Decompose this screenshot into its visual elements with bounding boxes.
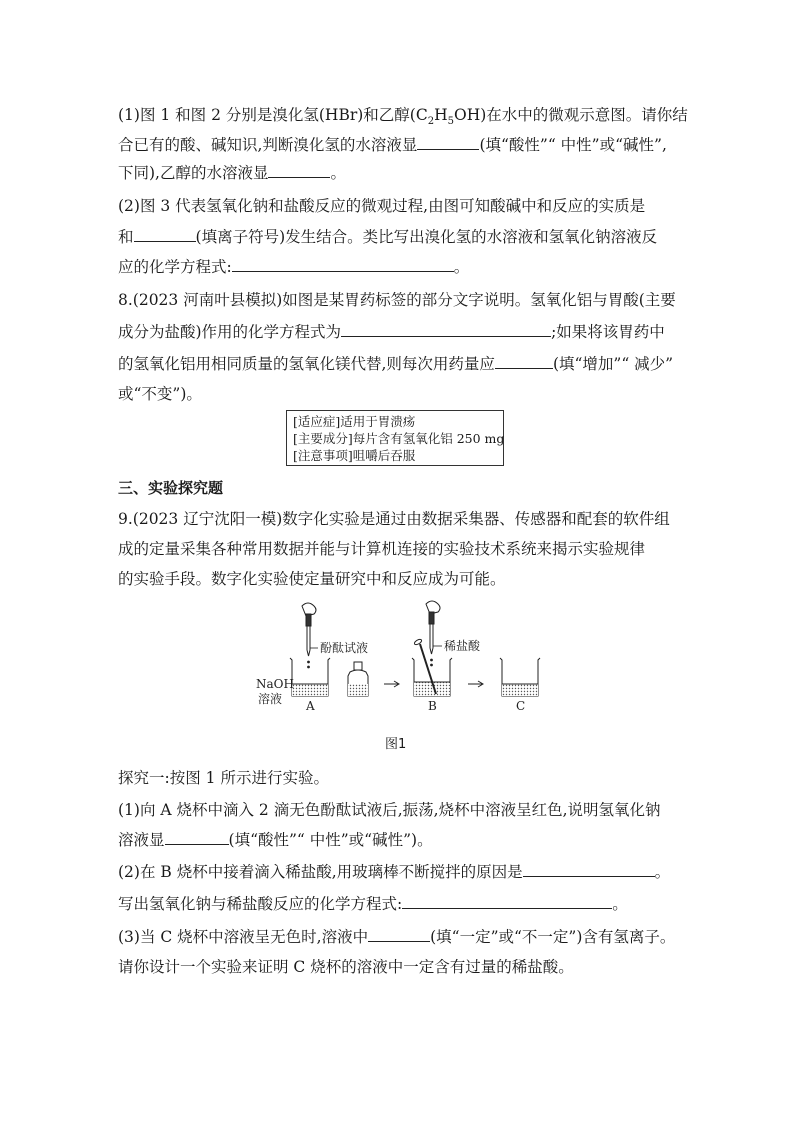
text: 。 — [453, 258, 470, 276]
experiment-figure — [250, 600, 560, 720]
answer-blank[interactable] — [368, 927, 430, 942]
text: 9.(2023 辽宁沈阳一模)数字化实验是通过由数据采集器、传感器和配套的软件组 — [118, 510, 670, 528]
q9-s3-line2 — [118, 957, 574, 977]
dropper-a — [302, 603, 316, 668]
text: 写出氢氧化钠与稀盐酸反应的化学方程式: — [118, 895, 403, 913]
answer-blank[interactable] — [134, 227, 196, 242]
text: 成分为盐酸)作用的化学方程式为 — [118, 323, 342, 341]
q9-s1-line2 — [118, 830, 433, 850]
answer-blank[interactable] — [523, 862, 655, 877]
text: (1)向 A 烧杯中滴入 2 滴无色酚酞试液后,振荡,烧杯中溶液呈红色,说明氢氧化钠 — [118, 801, 661, 819]
text: (3)当 C 烧杯中溶液呈无色时,溶液中 — [118, 928, 369, 946]
text: (填“增加”“ 减少” — [552, 355, 674, 373]
beaker-a-label: A — [306, 699, 315, 713]
q9-line2 — [118, 539, 645, 559]
naoh-solution-label: 溶液 — [258, 692, 283, 706]
figure-caption: 图1 — [385, 737, 407, 752]
text: 成的定量采集各种常用数据并能与计算机连接的实验技术系统来揭示实验规律 — [118, 540, 646, 558]
answer-blank[interactable] — [165, 830, 229, 845]
q7-part2-line3 — [118, 257, 469, 277]
text: (填“酸性”“ 中性”或“碱性”)。 — [228, 831, 433, 849]
answer-blank[interactable] — [495, 354, 553, 369]
text: (填“一定”或“不一定”)含有氢离子。 — [430, 928, 676, 946]
text: 。 — [330, 164, 346, 182]
answer-blank[interactable] — [417, 135, 479, 150]
text: (2)在 B 烧杯中接着滴入稀盐酸,用玻璃棒不断搅拌的原因是 — [118, 863, 523, 881]
label-notes: [注意事项]咀嚼后吞服 — [293, 448, 416, 463]
subscript: 2 — [427, 116, 435, 128]
text: 或“不变”)。 — [118, 385, 202, 403]
reagent-bottle — [348, 662, 368, 696]
answer-blank[interactable] — [402, 894, 612, 909]
text: 下同),乙醇的水溶液显 — [118, 164, 269, 182]
q9-explore — [118, 768, 329, 788]
answer-blank[interactable] — [268, 163, 330, 178]
text: H — [434, 106, 448, 124]
q7-part1-line2 — [118, 135, 667, 155]
text: 的氢氧化铝用相同质量的氢氧化镁代替,则每次用药量应 — [118, 355, 495, 373]
hydrochloric-acid-label: 稀盐酸 — [444, 639, 481, 653]
naoh-label: NaOH — [256, 677, 294, 691]
label-indication: [适应症]适用于胃溃疡 — [293, 414, 416, 429]
q9-line3 — [118, 569, 506, 589]
text: (1)图 1 和图 2 分别是溴化氢(HBr)和乙醇(C — [118, 106, 428, 124]
q9-s2-line1 — [118, 862, 670, 882]
q7-part2-line2 — [118, 227, 657, 247]
q7-part1-line3 — [118, 163, 346, 183]
text: (填“酸性”“ 中性”或“碱性”, — [479, 136, 667, 154]
text: 合已有的酸、碱知识,判断溴化氢的水溶液显 — [118, 136, 418, 154]
q9-s2-line2 — [118, 894, 628, 914]
medicine-label — [286, 410, 504, 466]
text: 应的化学方程式: — [118, 258, 232, 276]
text: 三、实验探究题 — [118, 479, 224, 497]
text: OH)在水中的微观示意图。请你结 — [454, 106, 688, 124]
text: 溶液显 — [118, 831, 165, 849]
text: 8.(2023 河南叶县模拟)如图是某胃药标签的部分文字说明。氢氧化铝与胃酸(主要 — [118, 291, 676, 309]
phenolphthalein-label: 酚酞试液 — [320, 641, 369, 655]
q9-s3-line1 — [118, 927, 675, 947]
text: (填离子符号)发生结合。类比写出溴化氢的水溶液和氢氧化钠溶液反 — [195, 228, 658, 246]
q8-line4 — [118, 384, 202, 404]
beaker-c — [500, 658, 540, 696]
text: ;如果将该胃药中 — [551, 323, 665, 341]
q7-part2-line1 — [118, 196, 645, 216]
text: 和 — [118, 228, 134, 246]
q8-line3 — [118, 354, 673, 374]
text: 请你设计一个实验来证明 C 烧杯的溶液中一定含有过量的稀盐酸。 — [118, 958, 574, 976]
dropper-b — [426, 601, 442, 666]
text: 探究一:按图 1 所示进行实验。 — [118, 769, 329, 787]
answer-blank[interactable] — [341, 322, 551, 337]
beaker-c-label: C — [516, 699, 526, 713]
q7-part1-line1 — [118, 105, 688, 132]
label-ingredient: [主要成分]每片含有氢氧化铝 250 mg — [293, 431, 505, 446]
q8-line1 — [118, 290, 676, 310]
q9-s1-line1 — [118, 800, 661, 820]
subscript: 5 — [447, 116, 454, 128]
text: (2)图 3 代表氢氧化钠和盐酸反应的微观过程,由图可知酸碱中和反应的实质是 — [118, 197, 646, 215]
beaker-b-label: B — [428, 699, 437, 713]
beaker-a — [290, 658, 330, 696]
section-title — [118, 478, 223, 498]
q8-line2 — [118, 322, 665, 342]
text: 。 — [654, 863, 671, 881]
text: 的实验手段。数字化实验使定量研究中和反应成为可能。 — [118, 570, 506, 588]
text: 。 — [612, 895, 628, 913]
answer-blank[interactable] — [232, 257, 454, 272]
q9-line1 — [118, 509, 670, 529]
